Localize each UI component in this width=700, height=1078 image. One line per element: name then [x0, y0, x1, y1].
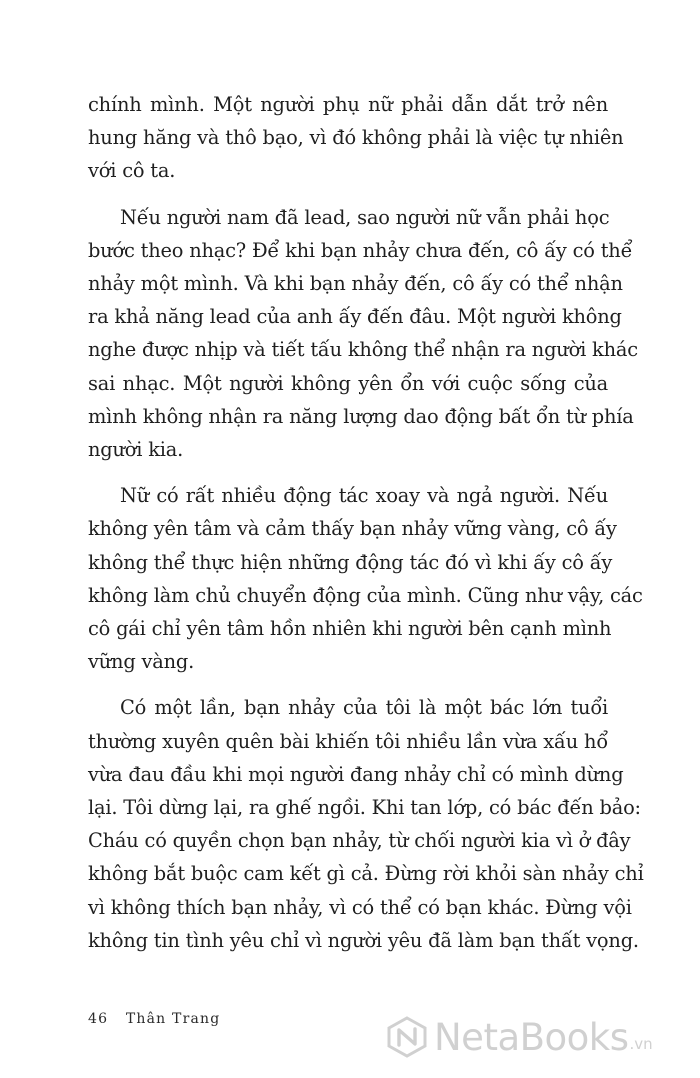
text-line: bước theo nhạc? Để khi bạn nhảy chưa đến, cô ấy có thể	[88, 238, 633, 262]
paragraph-1	[88, 88, 624, 188]
text-line: chính mình. Một người phụ nữ phải dẫn dắt trở nên	[88, 93, 608, 116]
netabooks-watermark	[386, 1012, 653, 1062]
paragraph-4	[88, 691, 644, 957]
page-body-text	[88, 88, 644, 970]
text-line: không tin tình yêu chỉ vì người yêu đã làm bạn thất vọng.	[88, 928, 639, 952]
paragraph-2	[88, 201, 638, 467]
text-line: người kia.	[88, 438, 184, 462]
page-footer	[88, 1011, 220, 1027]
text-line: không yên tâm và cảm thấy bạn nhảy vững vàng, cô ấy	[88, 517, 617, 541]
text-line: Cháu có quyền chọn bạn nhảy, từ chối người kia vì ở đây	[88, 829, 631, 853]
text-line: lại. Tôi dừng lại, ra ghế ngồi. Khi tan lớp, có bác đến bảo:	[88, 796, 641, 820]
text-line: Nữ có rất nhiều động tác xoay và ngả người. Nếu	[120, 484, 608, 508]
text-line: ra khả năng lead của anh ấy đến đâu. Một người không	[88, 305, 622, 329]
text-line: nghe được nhịp và tiết tấu không thể nhận ra người khác	[88, 338, 638, 362]
watermark-brand-text: NetaBooks	[434, 1015, 629, 1059]
text-line: thường xuyên quên bài khiến tôi nhiều lần vừa xấu hổ	[88, 729, 608, 753]
text-line: không bắt buộc cam kết gì cả. Đừng rời khỏi sàn nhảy chỉ	[88, 862, 644, 886]
watermark-domain-suffix: .vn	[629, 1035, 653, 1053]
text-line: Nếu người nam đã lead, sao người nữ vẫn phải học	[120, 205, 610, 229]
text-line: với cô ta.	[88, 159, 176, 183]
text-line: không làm chủ chuyển động của mình. Cũng như vậy, các	[88, 583, 643, 607]
text-line: sai nhạc. Một người không yên ổn với cuộc sống của	[88, 371, 608, 395]
text-line: nhảy một mình. Và khi bạn nhảy đến, cô ấy có thể nhận	[88, 272, 623, 296]
paragraph-3	[88, 479, 643, 678]
text-line: vừa đau đầu khi mọi người đang nhảy chỉ có mình dừng	[88, 762, 624, 786]
running-footer-author: Thân Trang	[125, 1011, 221, 1027]
text-line: cô gái chỉ yên tâm hồn nhiên khi người bên cạnh mình	[88, 617, 612, 641]
netabooks-logo-icon	[386, 1016, 428, 1058]
text-line: Có một lần, bạn nhảy của tôi là một bác lớn tuổi	[120, 696, 608, 720]
text-line: hung hăng và thô bạo, vì đó không phải là việc tự nhiên	[88, 126, 624, 150]
text-line: vì không thích bạn nhảy, vì có thể có bạn khác. Đừng vội	[88, 895, 632, 919]
text-line: vững vàng.	[88, 650, 195, 674]
text-line: không thể thực hiện những động tác đó vì khi ấy cô ấy	[88, 550, 613, 574]
page-number: 46	[88, 1011, 109, 1027]
text-line: mình không nhận ra năng lượng dao động bất ổn từ phía	[88, 404, 634, 428]
